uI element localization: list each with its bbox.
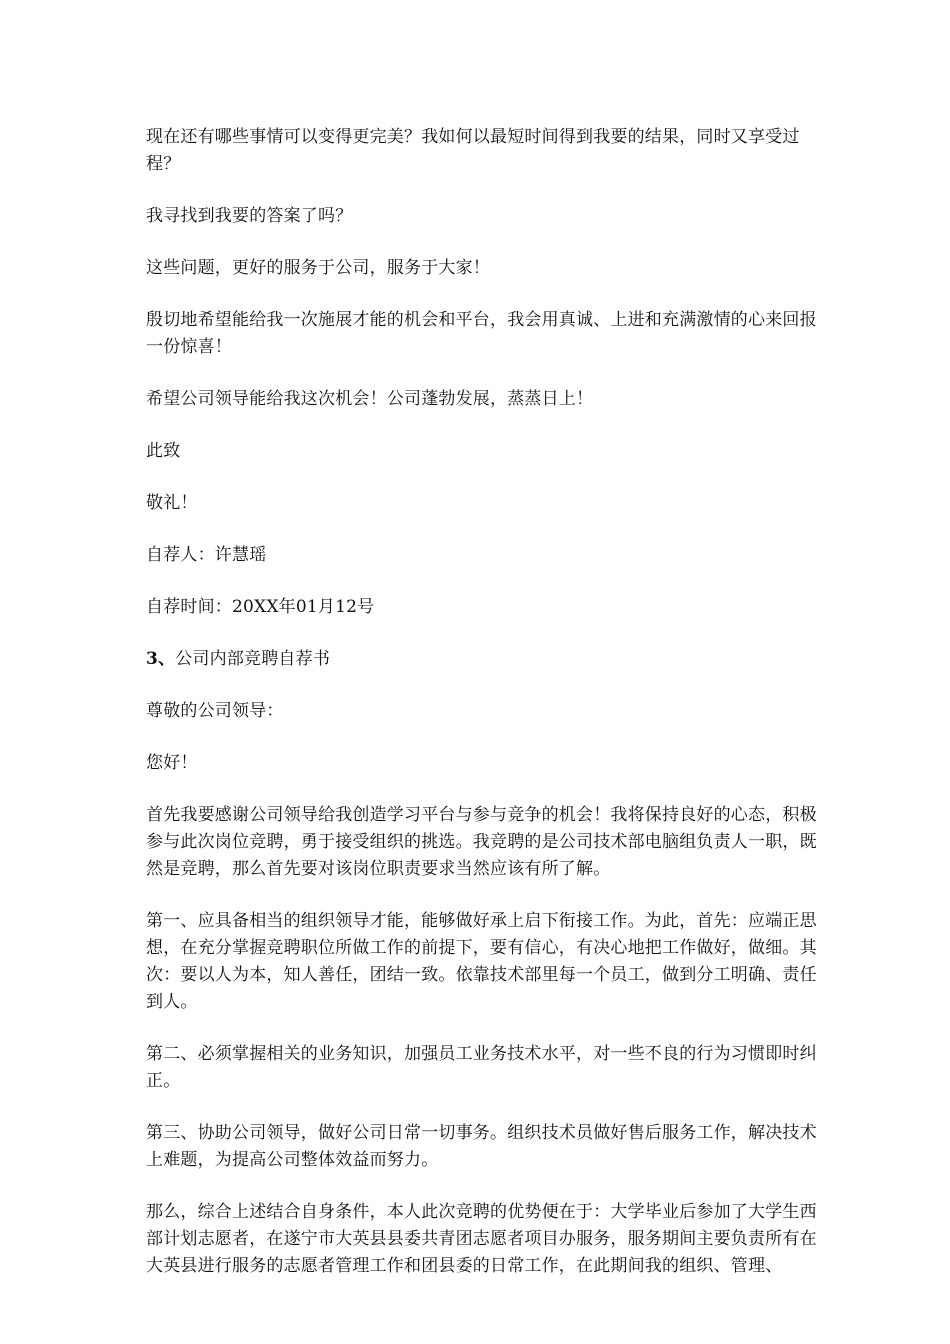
- greeting-hello: 您好！: [146, 753, 198, 773]
- section-heading: [146, 646, 826, 673]
- paragraph: 殷切地希望能给我一次施展才能的机会和平台，我会用真诚、上进和充满激情的心来回报一份惊喜！: [146, 310, 817, 357]
- document-body: [146, 124, 826, 1305]
- signature-date: 自荐时间：20XX年01月12号: [146, 597, 375, 617]
- paragraph: 我寻找到我要的答案了吗？: [146, 206, 353, 226]
- paragraph: 第三、协助公司领导，做好公司日常一切事务。组织技术员做好售后服务工作，解决技术上难题，为提高公司整体效益而努力。: [146, 1123, 817, 1170]
- paragraph: 第一、应具备相当的组织领导才能，能够做好承上启下衔接工作。为此，首先：应端正思想，在充分掌握竞聘职位所做工作的前提下，要有信心，有决心地把工作做好，做细。其次：要以人为本，知人善任，团结一致。依靠技术部里每一个员工，做到分工明确、责任到人。: [146, 911, 817, 1012]
- paragraph: 那么，综合上述结合自身条件，本人此次竞聘的优势便在于：大学毕业后参加了大学生西部计划志愿者，在遂宁市大英县县委共青团志愿者项目办服务，服务期间主要负责所有在大英县进行服务的志愿者管理工作和团县委的日常工作，在此期间我的组织、管理、: [146, 1202, 817, 1276]
- paragraph: 首先我要感谢公司领导给我创造学习平台与参与竞争的机会！我将保持良好的心态，积极参与此次岗位竞聘，勇于接受组织的挑选。我竞聘的是公司技术部电脑组负责人一职，既然是竞聘，那么首先要对该岗位职责要求当然应该有所了解。: [146, 805, 817, 879]
- paragraph: 希望公司领导能给我这次机会！公司蓬勃发展，蒸蒸日上！: [146, 389, 594, 409]
- closing-regards: 敬礼！: [146, 493, 198, 513]
- signature-name: 自荐人：许慧瑶: [146, 545, 267, 565]
- section-number: 3、: [146, 649, 176, 669]
- paragraph: 现在还有哪些事情可以变得更完美？我如何以最短时间得到我要的结果，同时又享受过程？: [146, 127, 800, 174]
- closing-salutation: 此致: [146, 441, 181, 461]
- greeting: 尊敬的公司领导：: [146, 701, 284, 721]
- paragraph: 这些问题，更好的服务于公司，服务于大家！: [146, 258, 490, 278]
- section-title: 公司内部竞聘自荐书: [175, 649, 331, 669]
- paragraph: 第二、必须掌握相关的业务知识，加强员工业务技术水平，对一些不良的行为习惯即时纠正。: [146, 1044, 817, 1091]
